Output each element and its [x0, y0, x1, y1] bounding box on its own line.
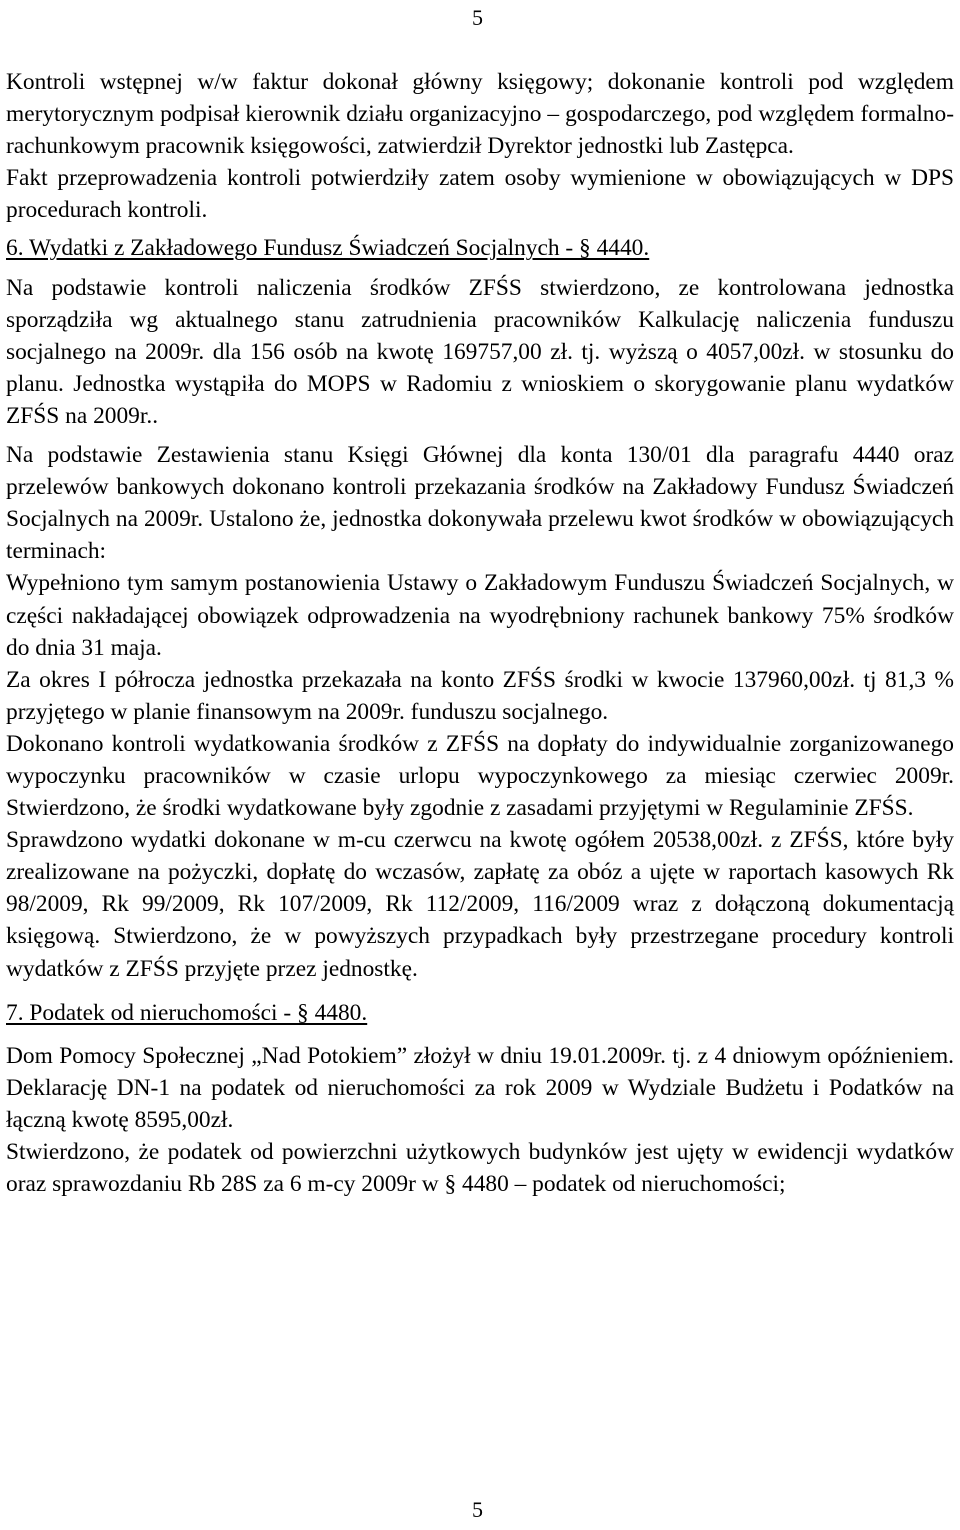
paragraph-property-tax-records: Stwierdzono, że podatek od powierzchni użytkowych budynków jest ujęty w ewidencji wydatków oraz sprawozdaniu Rb 28S za 6 m-cy 2009r w § 4480 – podatek od nieruchomości;: [6, 1139, 954, 1198]
paragraph-property-tax-declaration: Dom Pomocy Społecznej „Nad Potokiem” złożył w dniu 19.01.2009r. tj. z 4 dniowym opóźnieniem. Deklarację DN-1 na podatek od nieruchomości za rok 2009 w Wydziale Budżetu i Podatków na łączną kwotę 8595,00zł.: [6, 1042, 954, 1133]
paragraph-control-confirmation: Fakt przeprowadzenia kontroli potwierdziły zatem osoby wymienione w obowiązujących w DPS procedurach kontroli.: [6, 165, 954, 224]
page-number-top: 5: [472, 5, 483, 30]
paragraph-zfss-calculation: Na podstawie kontroli naliczenia środków ZFŚS stwierdzono, ze kontrolowana jednostka sporządziła wg aktualnego stanu zatrudnienia pracowników Kalkulację naliczenia funduszu socjalnego na 2009r. dla 156 osób na kwotę 169757,00 zł. tj. wyższą o 4057,00zł. w stosunku do planu. Jednostka wystąpiła do MOPS w Radomiu z wnioskiem o skorygowanie planu wydatków ZFŚS na 2009r..: [6, 274, 954, 429]
paragraph-zfss-half-year: Za okres I półrocza jednostka przekazała na konto ZFŚS środki w kwocie 137960,00zł. tj 81,3 % przyjętego w planie finansowym na 2009r. funduszu socjalnego.: [6, 666, 954, 725]
paragraph-zfss-act-compliance: Wypełniono tym samym postanowienia Ustawy o Zakładowym Funduszu Świadczeń Socjalnych, w części nakładającej obowiązek odprowadzenia na wyodrębniony rachunek bankowy 75% środków do dnia 31 maja.: [6, 570, 954, 661]
paragraph-zfss-transfers: Na podstawie Zestawienia stanu Księgi Głównej dla konta 130/01 dla paragrafu 4440 oraz przelewów bankowych dokonano kontroli przekazania środków na Zakładowy Fundusz Świadczeń Socjalnych na 2009r. Ustalono że, jednostka dokonywała przelewu kwot środków w obowiązujących terminach:: [6, 442, 954, 565]
page-number-bottom: 5: [472, 1497, 483, 1522]
document-body: [6, 66, 954, 1200]
paragraph-control-signatures: Kontroli wstępnej w/w faktur dokonał główny księgowy; dokonanie kontroli pod względem merytorycznym podpisał kierownik działu organizacyjno – gospodarczego, pod względem formalno- rachunkowym pracownik księgowości, zatwierdził Dyrektor jednostki lub Zastępca.: [6, 69, 954, 160]
section-heading-zfss: 6. Wydatki z Zakładowego Fundusz Świadczeń Socjalnych - § 4440.: [6, 235, 650, 262]
paragraph-zfss-holiday-subsidies: Dokonano kontroli wydatkowania środków z ZFŚS na dopłaty do indywidualnie zorganizowanego wypoczynku pracowników w czasie urlopu wypoczynkowego za miesiąc czerwiec 2009r. Stwierdzono, że środki wydatkowane były zgodnie z zasadami przyjętymi w Regulaminie ZFŚS.: [6, 730, 954, 822]
paragraph-zfss-june-expenses: Sprawdzono wydatki dokonane w m-cu czerwcu na kwotę ogółem 20538,00zł. z ZFŚS, które były zrealizowane na pożyczki, dopłatę do wczasów, zapłatę za obóz a ujęte w raportach kasowych Rk 98/2009, Rk 99/2009, Rk 107/2009, Rk 112/2009, 116/2009 wraz z dołączoną dokumentacją księgową. Stwierdzono, że w powyższych przypadkach były przestrzegane procedury kontroli wydatków z ZFŚS przyjęte przez jednostkę.: [6, 827, 954, 982]
section-heading-property-tax: 7. Podatek od nieruchomości - § 4480.: [6, 999, 368, 1026]
